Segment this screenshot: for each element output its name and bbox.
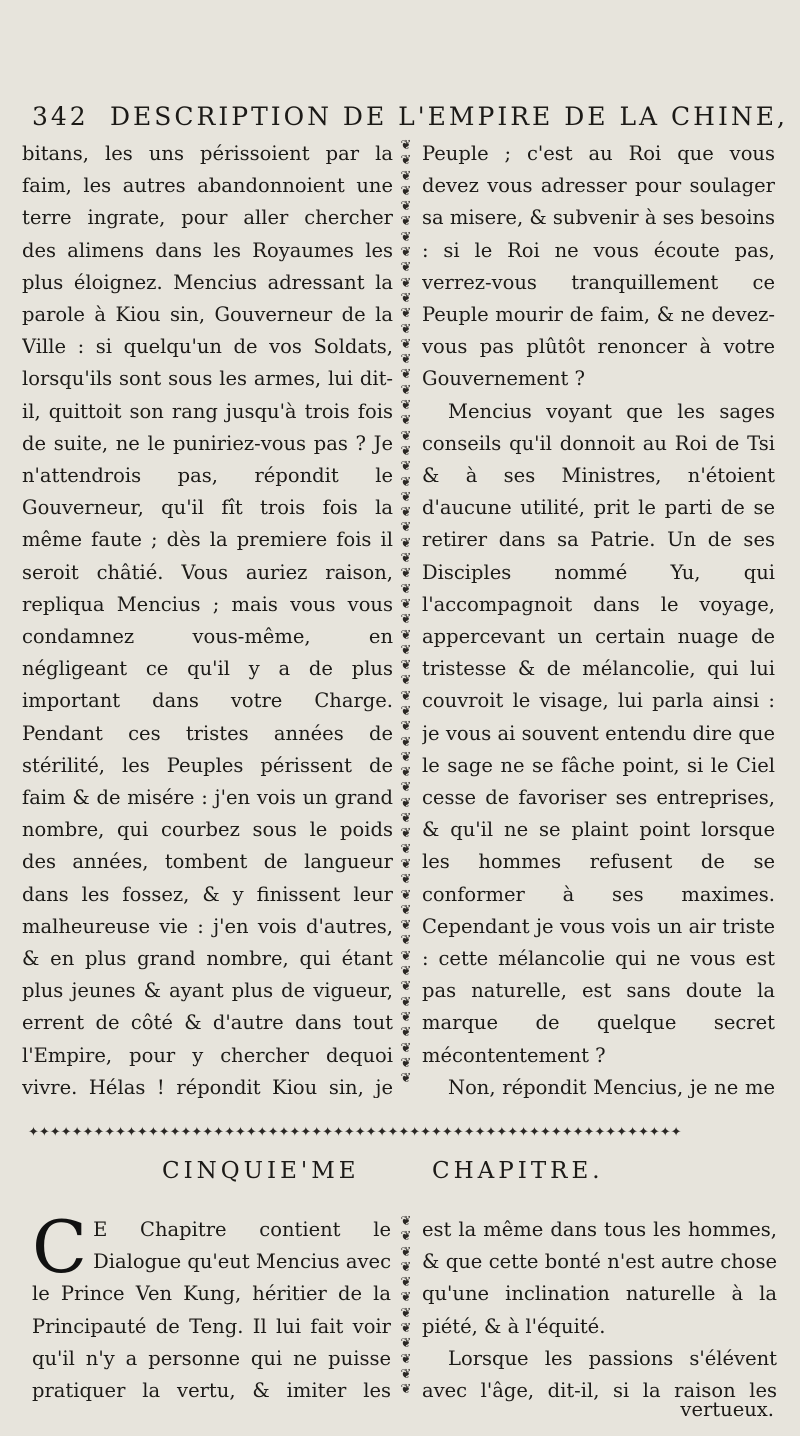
paragraph: Lorsque les passions s'élévent avec l'âge, dit-il, si la raison les (422, 1346, 777, 1403)
catchword: vertueux. (680, 1398, 774, 1421)
page-number: 342 (32, 102, 89, 131)
chapter-title (0, 1158, 800, 1198)
bottom-right-column (422, 1214, 777, 1404)
paragraph: Non, répondit Mencius, je ne me (448, 1075, 775, 1098)
paragraph: Peuple ; c'est au Roi que vous devez vous adresser pour soulager sa misere, & subvenir à ses besoins : si le Roi ne vous écoute pas, verrez-vous tranquillement ce Peuple mourir de faim, & ne devez-vous pas plûtôt renoncer à votre Gouvernement ? (422, 142, 775, 391)
vertical-ornament-divider: ❦ ❦ ❦ ❦ ❦ ❦ ❦ ❦ ❦ ❦ ❦ ❦ (400, 1214, 412, 1398)
top-right-column (422, 138, 775, 1098)
running-title: DESCRIPTION DE L'EMPIRE DE LA CHINE, (110, 102, 788, 131)
drop-cap: C (32, 1214, 88, 1289)
running-head (32, 102, 788, 138)
vertical-ornament-divider: ❦ ❦ ❦ ❦ ❦ ❦ ❦ ❦ ❦ ❦ ❦ ❦ ❦ ❦ ❦ ❦ ❦ ❦ ❦ ❦ ❦ ❦ ❦ ❦ ❦ ❦ ❦ ❦ ❦ ❦ ❦ ❦ ❦ ❦ ❦ ❦ ❦ ❦ ❦ ❦ ❦ ❦ ❦ ❦ ❦ ❦ ❦ ❦ ❦ ❦ ❦ ❦ ❦ ❦ ❦ ❦ ❦ ❦ ❦ ❦ ❦ ❦ (400, 138, 412, 1087)
paragraph: Mencius voyant que les sages conseils qu'il donnoit au Roi de Tsi & à ses Ministres, n'étoient d'aucune utilité, prit le parti de se retirer dans sa Patrie. Un de ses Disciples nommé Yu, qui l'accompagnoit dans le voyage, appercevant un certain nuage de tristesse & de mélancolie, qui lui couvroit le visage, lui parla ainsi : je vous ai souvent entendu dire que le sage ne se fâche point, si le Ciel cesse de favoriser ses entreprises, & qu'il ne se plaint point lorsque les hommes refusent de se conformer à ses maximes. Cependant je vous vois un air triste : cette mélancolie qui ne vous est pas naturelle, est sans doute la marque de quelque secret mécontentement ? (422, 399, 775, 1067)
top-left-column (22, 138, 393, 1098)
paragraph: est la même dans tous les hommes, & que cette bonté n'est autre chose qu'une inclination naturelle à la piété, & à l'équité. (422, 1218, 777, 1338)
ornamental-rule: ✦✦✦✦✦✦✦✦✦✦✦✦✦✦✦✦✦✦✦✦✦✦✦✦✦✦✦✦✦✦✦✦✦✦✦✦✦✦✦✦✦✦✦✦✦✦✦✦✦✦✦✦✦✦✦✦✦✦✦✦ (28, 1125, 682, 1140)
chapter-title-word: CHAPITRE. (432, 1158, 604, 1184)
chapter-title-word: CINQUIE'ME (162, 1158, 360, 1184)
paragraph: bitans, les uns périssoient par la faim, les autres abandonnoient une terre ingrate, pour aller chercher des alimens dans les Royaumes les plus éloignez. Mencius adressant la parole à Kiou sin, Gouverneur de la Ville : si quelqu'un de vos Soldats, lorsqu'ils sont sous les armes, lui dit-il, quittoit son rang jusqu'à trois fois de suite, ne le puniriez-vous pas ? Je n'attendrois pas, répondit le Gouverneur, qu'il fît trois fois la même faute ; dès la premiere fois il seroit châtié. Vous auriez raison, repliqua Mencius ; mais vous vous condamnez vous-même, en négligeant ce qu'il y a de plus important dans votre Charge. Pendant ces tristes années de stérilité, les Peuples périssent de faim & de misére : j'en vois un grand nombre, qui courbez sous le poids des années, tombent de langueur dans les fossez, & y finissent leur malheureuse vie : j'en vois d'autres, & en plus grand nombre, qui étant plus jeunes & ayant plus de vigueur, errent de côté & d'autre dans tout l'Empire, pour y chercher dequoi vivre. Hélas ! répondit Kiou sin, je (22, 142, 393, 1098)
bottom-left-column (32, 1214, 391, 1404)
paragraph: E Chapitre contient le Dialogue qu'eut Mencius avec le Prince Ven Kung, héritier de la Principauté de Teng. Il lui fait voir qu'il n'y a personne qui ne puisse pratiquer la vertu, & imiter les (32, 1218, 391, 1403)
